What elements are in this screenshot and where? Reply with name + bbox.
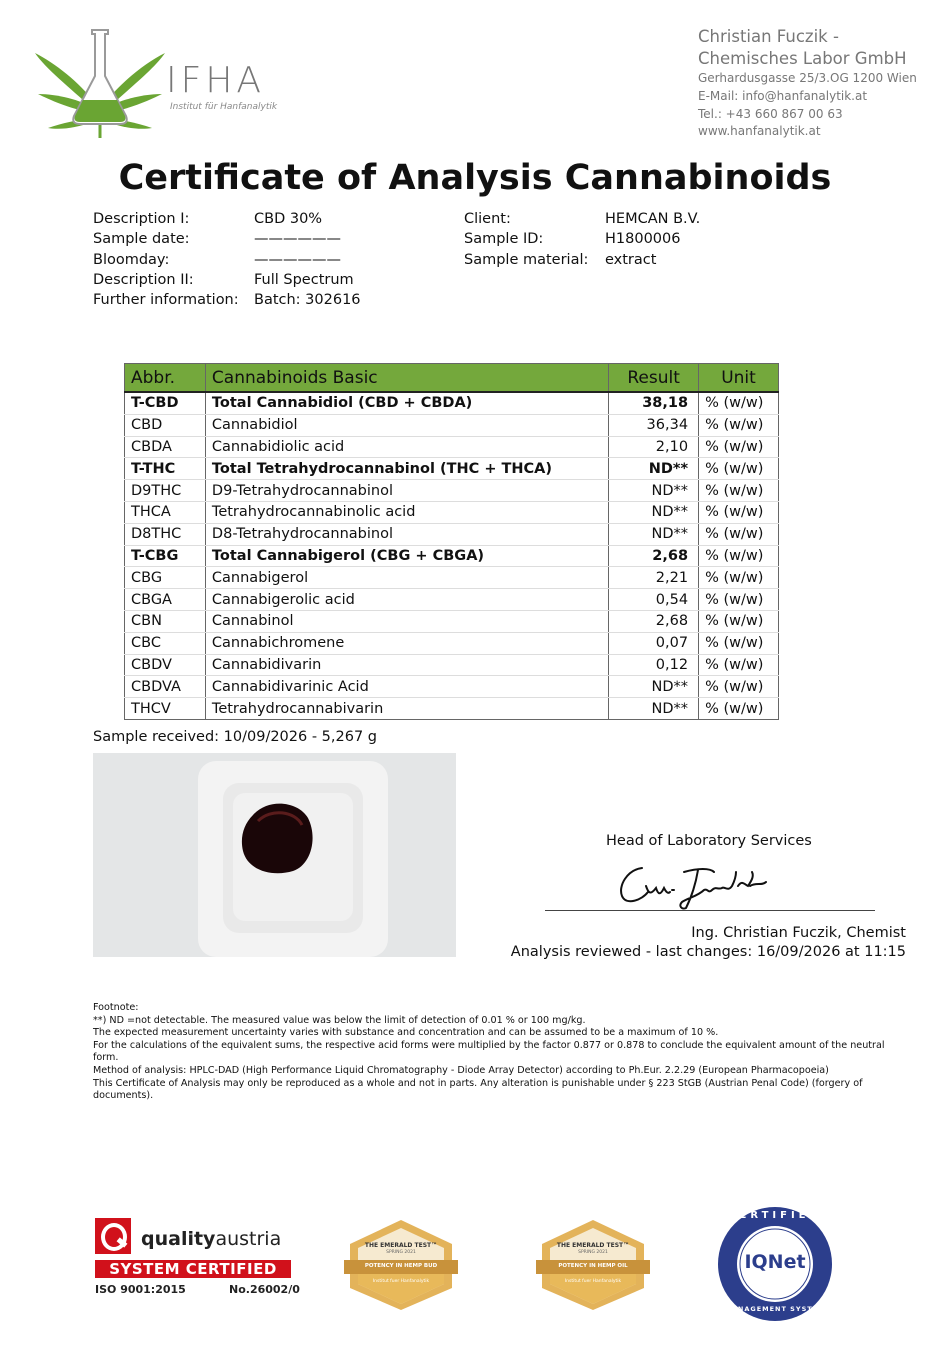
cell-unit: % (w/w)	[699, 501, 779, 523]
cell-unit: % (w/w)	[699, 545, 779, 567]
meta-value: HEMCAN B.V.	[605, 211, 701, 227]
emerald2-band: POTENCY IN HEMP OIL	[558, 1263, 628, 1269]
table-row	[125, 589, 779, 611]
table-row	[125, 567, 779, 589]
meta-label: Sample material:	[464, 251, 589, 268]
iqnet-bottom-text: MANAGEMENT SYSTEM	[724, 1305, 826, 1313]
cell-unit: % (w/w)	[699, 480, 779, 502]
cell-abbr: CBC	[125, 632, 206, 654]
cell-unit: % (w/w)	[699, 698, 779, 720]
cell-abbr: CBDA	[125, 436, 206, 458]
meta-label: Bloomday:	[93, 251, 170, 268]
cannabis-leaf-flask-icon	[30, 28, 170, 143]
table-row	[125, 632, 779, 654]
cell-result: ND**	[609, 501, 699, 523]
emerald1-footer: Institut fuer Hanfanalytik	[372, 1279, 430, 1284]
cell-unit: % (w/w)	[699, 632, 779, 654]
meta-value: extract	[605, 251, 657, 268]
cell-abbr: T-THC	[125, 458, 206, 480]
table-row	[125, 392, 779, 414]
cell-name: Cannabidivarinic Acid	[205, 676, 608, 698]
analysis-reviewed: Analysis reviewed - last changes: 16/09/2026 at 11:15	[510, 944, 906, 960]
meta-label: Sample date:	[93, 231, 190, 248]
cell-abbr: T-CBD	[125, 392, 206, 414]
table-row	[125, 436, 779, 458]
cell-result: ND**	[609, 676, 699, 698]
meta-value: CBD 30%	[254, 211, 323, 227]
logo-subtitle: Institut für Hanfanalytik	[170, 102, 278, 112]
cell-name: D8-Tetrahydrocannabinol	[205, 523, 608, 545]
cell-result: 38,18	[609, 392, 699, 414]
footnote-line: Method of analysis: HPLC-DAD (High Performance Liquid Chromatography - Diode Array Detector) according to Ph.Eur. 2.2.29 (European Pharmacopoeia)	[93, 1064, 829, 1076]
cell-result: 0,07	[609, 632, 699, 654]
cell-result: ND**	[609, 698, 699, 720]
footnote-line: For the calculations of the equivalent sums, the respective acid forms were multiplied by the factor 0.877 or 0.878 to conclude the equivalent amount of the neutral form.	[93, 1039, 885, 1064]
cell-name: Total Cannabigerol (CBG + CBGA)	[205, 545, 608, 567]
cell-abbr: CBDV	[125, 654, 206, 676]
cell-result: 36,34	[609, 414, 699, 436]
table-row	[125, 458, 779, 480]
cell-result: 2,21	[609, 567, 699, 589]
signature	[612, 856, 782, 916]
meta-label: Description I:	[93, 211, 190, 227]
table-row	[125, 676, 779, 698]
lab-phone: Tel.: +43 660 867 00 63	[698, 107, 843, 121]
cell-name: Cannabichromene	[205, 632, 608, 654]
meta-value: Batch: 302616	[254, 292, 361, 309]
cell-unit: % (w/w)	[699, 392, 779, 414]
ifha-logo	[30, 28, 170, 143]
cell-name: Cannabidiolic acid	[205, 436, 608, 458]
lab-address: Gerhardusgasse 25/3.OG 1200 Wien	[698, 71, 917, 85]
footnotes	[93, 1002, 903, 1103]
quality-austria-q-icon	[95, 1218, 131, 1254]
emerald2-title: THE EMERALD TEST™	[556, 1242, 630, 1249]
meta-label: Client:	[464, 211, 511, 227]
footnote-line: Footnote:	[93, 1002, 139, 1013]
cannabinoids-table	[124, 363, 779, 720]
cell-result: 0,54	[609, 589, 699, 611]
cell-abbr: THCA	[125, 501, 206, 523]
cell-name: Total Tetrahydrocannabinol (THC + THCA)	[205, 458, 608, 480]
table-row	[125, 523, 779, 545]
iqnet-logo-text: IQNet	[744, 1251, 806, 1273]
header-unit: Unit	[699, 364, 779, 393]
lab-website: www.hanfanalytik.at	[698, 124, 821, 138]
meta-label: Description II:	[93, 271, 194, 288]
cell-result: ND**	[609, 458, 699, 480]
page-title: Certificate of Analysis Cannabinoids	[118, 158, 832, 198]
cell-name: Tetrahydrocannabinolic acid	[205, 501, 608, 523]
meta-value: ——————	[254, 231, 341, 248]
cell-name: Cannabigerol	[205, 567, 608, 589]
cell-unit: % (w/w)	[699, 610, 779, 632]
cell-name: Cannabigerolic acid	[205, 589, 608, 611]
signatory-name: Ing. Christian Fuczik, Chemist	[691, 925, 906, 941]
footnote-line: This Certificate of Analysis may only be reproduced as a whole and not in parts. Any alteration is punishable under § 223 StGB (Austrian Penal Code) (forgery of documents).	[93, 1077, 863, 1102]
cell-unit: % (w/w)	[699, 567, 779, 589]
cell-abbr: T-CBG	[125, 545, 206, 567]
header-abbr: Abbr.	[125, 364, 206, 393]
meta-value: H1800006	[605, 231, 681, 248]
qa-number: No.26002/0	[229, 1283, 300, 1296]
lab-email: E-Mail: info@hanfanalytik.at	[698, 89, 868, 103]
table-header	[125, 364, 779, 393]
table-row	[125, 654, 779, 676]
cell-abbr: CBGA	[125, 589, 206, 611]
qa-iso: ISO 9001:2015	[95, 1283, 186, 1296]
cell-name: Cannabidiol	[205, 414, 608, 436]
cell-result: 0,12	[609, 654, 699, 676]
cell-unit: % (w/w)	[699, 523, 779, 545]
iqnet-top-text: CERTIFIED	[728, 1210, 822, 1221]
header-name: Cannabinoids Basic	[205, 364, 608, 393]
cell-result: ND**	[609, 523, 699, 545]
cell-unit: % (w/w)	[699, 414, 779, 436]
signature-role: Head of Laboratory Services	[606, 833, 812, 849]
table-row	[125, 545, 779, 567]
cell-name: Total Cannabidiol (CBD + CBDA)	[205, 392, 608, 414]
footnote-line: The expected measurement uncertainty varies with substance and concentration and can be assumed to be a maximum of 10 %.	[93, 1027, 719, 1039]
cell-result: 2,10	[609, 436, 699, 458]
cell-name: D9-Tetrahydrocannabinol	[205, 480, 608, 502]
quality-austria-badge	[93, 1218, 303, 1298]
emerald1-season: SPRING 2021	[386, 1250, 416, 1255]
signature-icon	[612, 856, 782, 912]
emerald2-footer: Institut fuer Hanfanalytik	[564, 1279, 622, 1284]
emerald1-band: POTENCY IN HEMP BUD	[364, 1263, 438, 1269]
cell-result: ND**	[609, 480, 699, 502]
cell-abbr: CBD	[125, 414, 206, 436]
cell-name: Cannabinol	[205, 610, 608, 632]
table-row	[125, 480, 779, 502]
cell-name: Tetrahydrocannabivarin	[205, 698, 608, 720]
qa-brand: austria	[215, 1228, 282, 1250]
qa-brand-bold: quality	[141, 1228, 216, 1250]
sample-received: Sample received: 10/09/2026 - 5,267 g	[93, 729, 378, 745]
qa-certified: SYSTEM CERTIFIED	[95, 1260, 291, 1278]
header-result: Result	[609, 364, 699, 393]
cell-result: 2,68	[609, 545, 699, 567]
signature-line	[545, 910, 875, 911]
cell-abbr: CBG	[125, 567, 206, 589]
emerald-test-oil-badge	[532, 1218, 654, 1312]
footnote-line: **) ND =not detectable. The measured value was below the limit of detection of 0.01 % or 100 mg/kg.	[93, 1014, 586, 1026]
cell-result: 2,68	[609, 610, 699, 632]
emerald2-season: SPRING 2021	[578, 1250, 608, 1255]
cell-name: Cannabidivarin	[205, 654, 608, 676]
table-row	[125, 501, 779, 523]
meta-label: Further information:	[93, 292, 239, 309]
cell-unit: % (w/w)	[699, 589, 779, 611]
meta-value: Full Spectrum	[254, 271, 354, 288]
cell-unit: % (w/w)	[699, 458, 779, 480]
meta-label: Sample ID:	[464, 231, 544, 248]
logo-text: IFHA	[166, 60, 266, 101]
iqnet-badge	[716, 1205, 834, 1323]
table-row	[125, 414, 779, 436]
cell-abbr: THCV	[125, 698, 206, 720]
table-row	[125, 610, 779, 632]
lab-name: Christian Fuczik - Chemisches Labor GmbH	[698, 27, 907, 68]
cell-abbr: D9THC	[125, 480, 206, 502]
cell-abbr: CBDVA	[125, 676, 206, 698]
emerald-test-bud-badge	[340, 1218, 462, 1312]
table-row	[125, 698, 779, 720]
cell-abbr: D8THC	[125, 523, 206, 545]
signature-block	[0, 925, 906, 960]
cell-abbr: CBN	[125, 610, 206, 632]
emerald1-title: THE EMERALD TEST™	[364, 1242, 438, 1249]
cell-unit: % (w/w)	[699, 654, 779, 676]
meta-value: ——————	[254, 251, 341, 268]
cell-unit: % (w/w)	[699, 676, 779, 698]
cell-unit: % (w/w)	[699, 436, 779, 458]
